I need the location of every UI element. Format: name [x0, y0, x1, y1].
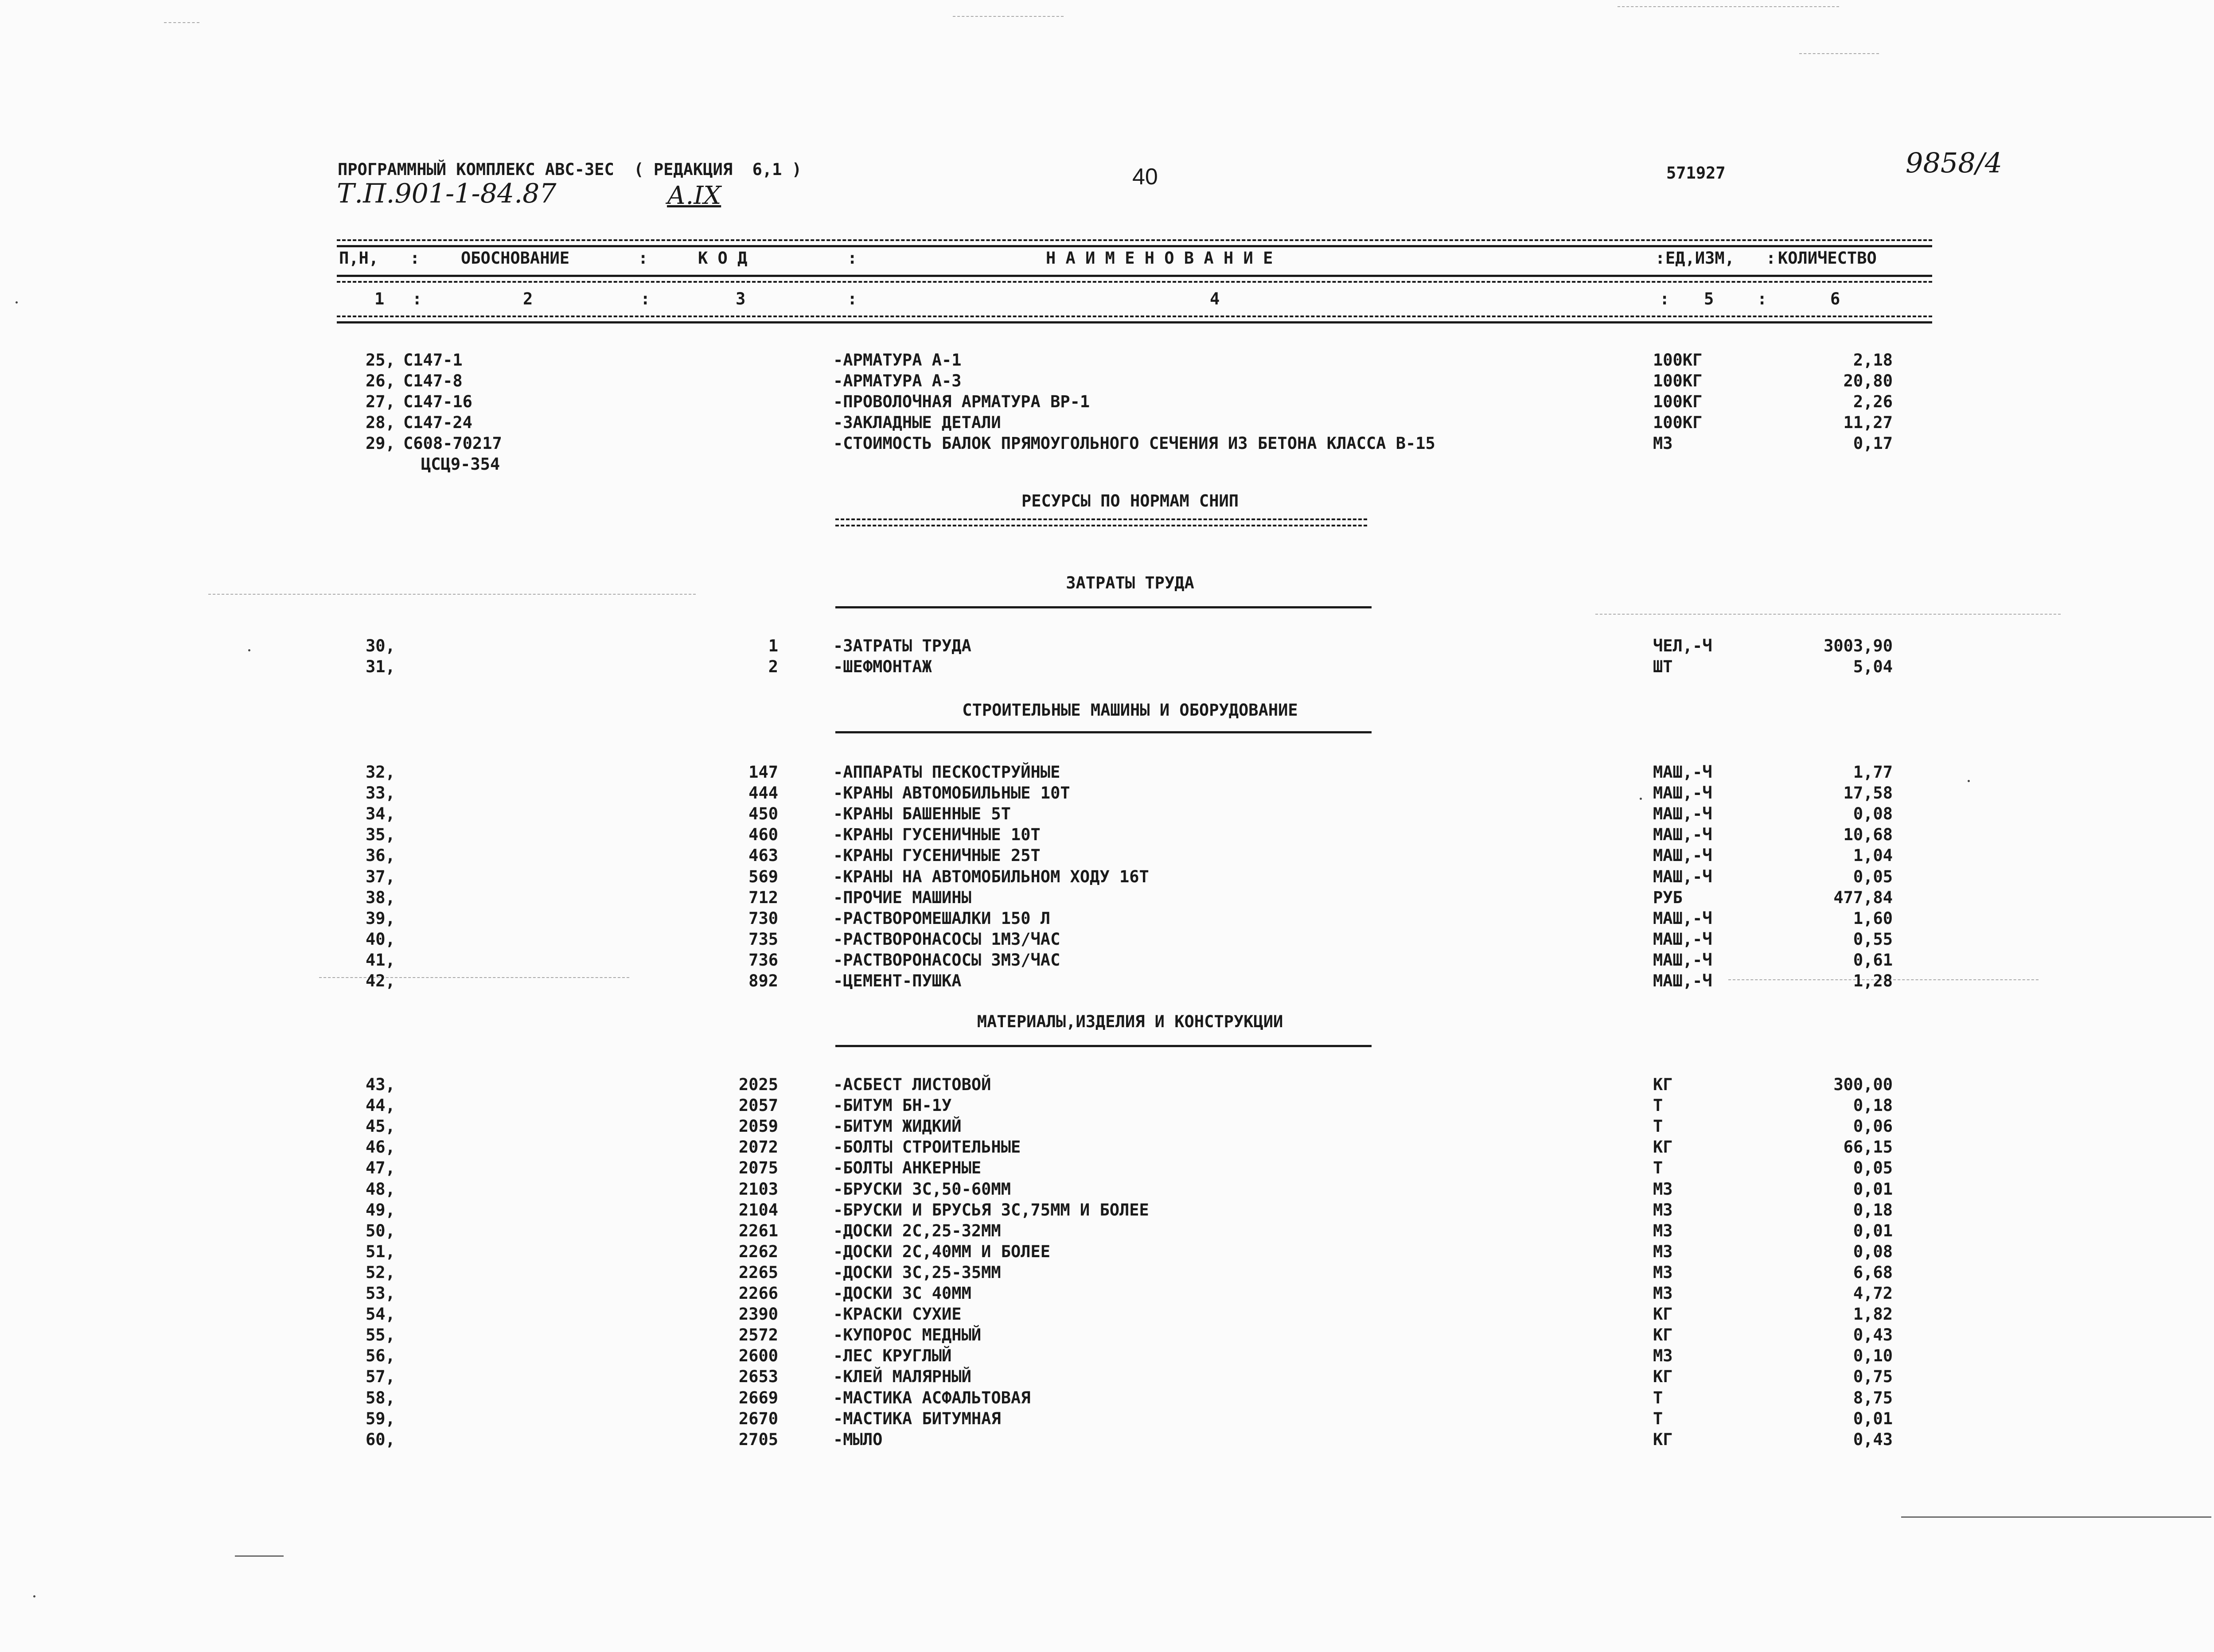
table-row: [0, 1158, 2214, 1179]
scan-mark: [235, 1555, 284, 1557]
header-sep: :: [1757, 289, 1767, 308]
row-unit: РУБ: [1653, 888, 1683, 907]
header-sep: :: [1655, 249, 1665, 268]
row-code: 892: [748, 971, 778, 990]
table-row: [0, 804, 2214, 825]
row-name: -АРМАТУРА А-1: [833, 351, 962, 370]
row-unit: М3: [1653, 1346, 1673, 1366]
row-code: 2265: [738, 1262, 778, 1282]
row-unit: КГ: [1653, 1138, 1673, 1157]
row-number: 45,: [366, 1117, 395, 1136]
row-unit: Т: [1653, 1388, 1663, 1407]
row-quantity: 2,18: [1853, 351, 1893, 370]
row-unit: ЧЕЛ,-Ч: [1653, 636, 1712, 655]
row-number: 46,: [366, 1138, 395, 1157]
table-row: [0, 1200, 2214, 1221]
header-sep: :: [1660, 289, 1670, 308]
row-code: 2059: [738, 1117, 778, 1136]
table-rule: [337, 239, 1932, 241]
row-number: 42,: [366, 971, 395, 990]
row-basis: С147-8: [403, 371, 463, 390]
table-row: [0, 929, 2214, 950]
handwritten-sheet-number: 9858/4: [1906, 147, 2003, 179]
row-name: -ШЕФМОНТАЖ: [833, 657, 932, 676]
row-number: 43,: [366, 1075, 395, 1094]
table-row: [0, 762, 2214, 783]
row-code: 2261: [738, 1221, 778, 1240]
row-quantity: 1,82: [1853, 1305, 1893, 1324]
row-code: 2072: [738, 1138, 778, 1157]
row-number: 57,: [366, 1367, 395, 1387]
row-name: -ЛЕС КРУГЛЫЙ: [833, 1346, 952, 1366]
table-row: [0, 1262, 2214, 1283]
row-name: -МЫЛО: [833, 1430, 883, 1449]
row-code: 569: [748, 867, 778, 886]
scan-mark: [208, 594, 696, 595]
row-number: 54,: [366, 1305, 395, 1324]
section-labor: [931, 573, 1329, 593]
header-sep: :: [412, 289, 422, 308]
section-materials-title: МАТЕРИАЛЫ,ИЗДЕЛИЯ И КОНСТРУКЦИИ: [977, 1012, 1283, 1031]
row-unit: М3: [1653, 1221, 1673, 1240]
row-name: -АППАРАТЫ ПЕСКОСТРУЙНЫЕ: [833, 763, 1060, 782]
row-unit: Т: [1653, 1158, 1663, 1178]
row-name: -КРАНЫ ГУСЕНИЧНЫЕ 25Т: [833, 846, 1041, 865]
row-number: 50,: [366, 1221, 395, 1240]
table-row: [0, 971, 2214, 992]
row-code: 2600: [738, 1346, 778, 1366]
row-quantity: 0,18: [1853, 1096, 1893, 1115]
section-rule: [835, 731, 1372, 733]
column-number-row: [0, 289, 2214, 310]
row-code: 730: [748, 908, 778, 928]
table-row: [0, 1388, 2214, 1409]
row-name: -РАСТВОРОМЕШАЛКИ 150 Л: [833, 908, 1051, 928]
row-quantity: 0,08: [1853, 1242, 1893, 1261]
row-number: 28,: [366, 413, 395, 432]
row-number: 40,: [366, 929, 395, 949]
scan-mark: [1618, 6, 1839, 7]
row-code: 735: [748, 929, 778, 949]
row-quantity: 17,58: [1843, 783, 1893, 803]
row-quantity: 11,27: [1843, 413, 1893, 432]
row-quantity: 0,18: [1853, 1200, 1893, 1220]
header-sep: :: [410, 249, 420, 268]
row-unit: 100КГ: [1653, 371, 1703, 390]
row-code: 2670: [738, 1409, 778, 1428]
row-name: -КУПОРОС МЕДНЫЙ: [833, 1325, 982, 1345]
table-row: [0, 825, 2214, 845]
row-number: 35,: [366, 825, 395, 845]
table-row: [0, 1367, 2214, 1387]
row-number: 60,: [366, 1430, 395, 1449]
row-number: 58,: [366, 1388, 395, 1407]
row-number: 32,: [366, 763, 395, 782]
row-quantity: 2,26: [1853, 392, 1893, 411]
table-rule: [337, 275, 1932, 277]
row-code: 463: [748, 846, 778, 865]
table-row: [0, 1116, 2214, 1137]
row-name: -ДОСКИ 3С 40ММ: [833, 1284, 971, 1303]
table-row: [0, 950, 2214, 971]
row-code: 450: [748, 804, 778, 824]
row-quantity: 6,68: [1853, 1262, 1893, 1282]
scan-mark: [953, 16, 1064, 17]
row-unit: М3: [1653, 1179, 1673, 1199]
section-double-rule: [835, 518, 1367, 526]
header-name: Н А И М Е Н О В А Н И Е: [1046, 249, 1273, 268]
program-line: ПРОГРАММНЫЙ КОМПЛЕКС АВС-3ЕС ( РЕДАКЦИЯ 6,1 ): [338, 160, 802, 179]
row-unit: М3: [1653, 434, 1673, 453]
row-basis: ЦСЦ9-354: [421, 455, 500, 474]
row-code: 712: [748, 888, 778, 907]
row-unit: МАШ,-Ч: [1653, 867, 1712, 886]
row-quantity: 4,72: [1853, 1284, 1893, 1303]
row-quantity: 0,10: [1853, 1346, 1893, 1366]
row-number: 36,: [366, 846, 395, 865]
colnum-1: 1: [374, 289, 385, 308]
row-code: 2057: [738, 1096, 778, 1115]
header-basis: ОБОСНОВАНИЕ: [461, 249, 570, 268]
table-row: [0, 350, 2214, 371]
row-unit: КГ: [1653, 1430, 1673, 1449]
row-name: -БОЛТЫ СТРОИТЕЛЬНЫЕ: [833, 1138, 1021, 1157]
row-name: -БИТУМ БН-1У: [833, 1096, 952, 1115]
table-rule: [337, 281, 1932, 283]
row-name: -МАСТИКА АСФАЛЬТОВАЯ: [833, 1388, 1031, 1407]
document-code: 571927: [1666, 164, 1726, 183]
row-name: -КРАНЫ НА АВТОМОБИЛЬНОМ ХОДУ 16Т: [833, 867, 1149, 886]
table-row: [0, 636, 2214, 657]
header-unit: ЕД,ИЗМ,: [1665, 249, 1735, 268]
row-name: -ДОСКИ 2С,25-32ММ: [833, 1221, 1001, 1240]
row-unit: Т: [1653, 1409, 1663, 1428]
table-row: [0, 433, 2214, 454]
row-name: -ПРОВОЛОЧНАЯ АРМАТУРА ВР-1: [833, 392, 1090, 411]
section-rule: [835, 606, 1372, 608]
row-code: 2705: [738, 1430, 778, 1449]
row-number: 48,: [366, 1179, 395, 1199]
scan-dot: [33, 1595, 35, 1597]
scan-mark: [164, 22, 199, 23]
row-name: -РАСТВОРОНАСОСЫ 1М3/ЧАС: [833, 929, 1060, 949]
header-sep: :: [847, 289, 858, 308]
row-name: -СТОИМОСТЬ БАЛОК ПРЯМОУГОЛЬНОГО СЕЧЕНИЯ ИЗ БЕТОНА КЛАССА В-15: [833, 434, 1435, 453]
row-name: -РАСТВОРОНАСОСЫ 3М3/ЧАС: [833, 950, 1060, 970]
row-code: 736: [748, 950, 778, 970]
table-rule: [337, 316, 1932, 317]
row-unit: МАШ,-Ч: [1653, 950, 1712, 970]
row-quantity: 0,75: [1853, 1367, 1893, 1387]
row-number: 25,: [366, 351, 395, 370]
row-quantity: 0,17: [1853, 434, 1893, 453]
row-number: 47,: [366, 1158, 395, 1178]
row-name: -МАСТИКА БИТУМНАЯ: [833, 1409, 1001, 1428]
row-number: 38,: [366, 888, 395, 907]
section-rule: [835, 1045, 1372, 1047]
row-name: -ДОСКИ 3С,25-35ММ: [833, 1262, 1001, 1282]
row-name: -ПРОЧИЕ МАШИНЫ: [833, 888, 971, 907]
row-code: 2266: [738, 1284, 778, 1303]
row-quantity: 0,01: [1853, 1179, 1893, 1199]
row-name: -ДОСКИ 2С,40ММ И БОЛЕЕ: [833, 1242, 1051, 1261]
table-row: [0, 657, 2214, 678]
header-pn: П,Н,: [339, 249, 379, 268]
header-quantity: КОЛИЧЕСТВО: [1778, 249, 1877, 268]
row-number: 29,: [366, 434, 395, 453]
row-unit: МАШ,-Ч: [1653, 929, 1712, 949]
row-name: -АСБЕСТ ЛИСТОВОЙ: [833, 1075, 991, 1094]
row-code: 147: [748, 763, 778, 782]
row-number: 51,: [366, 1242, 395, 1261]
row-name: -БОЛТЫ АНКЕРНЫЕ: [833, 1158, 982, 1178]
row-name: -КРАСКИ СУХИЕ: [833, 1305, 962, 1324]
row-name: -АРМАТУРА А-3: [833, 371, 962, 390]
row-quantity: 0,43: [1853, 1430, 1893, 1449]
row-unit: МАШ,-Ч: [1653, 763, 1712, 782]
row-unit: КГ: [1653, 1305, 1673, 1324]
row-name: -ЗАКЛАДНЫЕ ДЕТАЛИ: [833, 413, 1001, 432]
row-unit: МАШ,-Ч: [1653, 804, 1712, 824]
row-number: 53,: [366, 1284, 395, 1303]
row-unit: МАШ,-Ч: [1653, 971, 1712, 990]
row-number: 37,: [366, 867, 395, 886]
table-row: [0, 1221, 2214, 1242]
section-materials: [886, 1012, 1374, 1032]
row-number: 27,: [366, 392, 395, 411]
row-quantity: 5,04: [1853, 657, 1893, 676]
row-unit: 100КГ: [1653, 392, 1703, 411]
row-name: -КРАНЫ БАШЕННЫЕ 5Т: [833, 804, 1011, 824]
row-quantity: 0,43: [1853, 1325, 1893, 1345]
table-rule: [337, 321, 1932, 323]
colnum-2: 2: [523, 289, 533, 308]
table-row: [0, 1325, 2214, 1346]
row-basis: С147-24: [403, 413, 472, 432]
colnum-3: 3: [736, 289, 746, 308]
section-labor-title: ЗАТРАТЫ ТРУДА: [1066, 573, 1194, 592]
section-resources: [931, 491, 1329, 511]
section-resources-title: РЕСУРСЫ ПО НОРМАМ СНИП: [1021, 491, 1239, 510]
row-name: -ЦЕМЕНТ-ПУШКА: [833, 971, 962, 990]
row-name: -БИТУМ ЖИДКИЙ: [833, 1117, 962, 1136]
row-unit: 100КГ: [1653, 351, 1703, 370]
section-machines: [886, 700, 1374, 721]
row-code: 2262: [738, 1242, 778, 1261]
row-number: 56,: [366, 1346, 395, 1366]
scan-mark: [1901, 1516, 2211, 1518]
row-number: 33,: [366, 783, 395, 803]
header-sep: :: [640, 289, 651, 308]
row-unit: 100КГ: [1653, 413, 1703, 432]
table-row: [0, 1409, 2214, 1430]
row-quantity: 0,01: [1853, 1409, 1893, 1428]
table-row: [0, 371, 2214, 392]
row-quantity: 8,75: [1853, 1388, 1893, 1407]
row-quantity: 1,60: [1853, 908, 1893, 928]
header-code: К О Д: [698, 249, 748, 268]
section-machines-title: СТРОИТЕЛЬНЫЕ МАШИНЫ И ОБОРУДОВАНИЕ: [962, 701, 1298, 720]
row-code: 2104: [738, 1200, 778, 1220]
scan-mark: [1799, 53, 1879, 54]
row-number: 41,: [366, 950, 395, 970]
row-quantity: 0,61: [1853, 950, 1893, 970]
table-row: [0, 1075, 2214, 1095]
table-row: [0, 1304, 2214, 1325]
row-code: 2572: [738, 1325, 778, 1345]
row-unit: М3: [1653, 1242, 1673, 1261]
table-row: [0, 1242, 2214, 1262]
row-basis: С147-16: [403, 392, 472, 411]
table-row: [0, 1179, 2214, 1200]
row-unit: КГ: [1653, 1325, 1673, 1345]
row-number: 30,: [366, 636, 395, 655]
table-header-row: [0, 248, 2214, 269]
row-code: 2075: [738, 1158, 778, 1178]
table-row: [0, 1137, 2214, 1158]
row-quantity: 0,55: [1853, 929, 1893, 949]
table-row: [0, 1346, 2214, 1367]
table-rule: [337, 245, 1932, 247]
row-quantity: 0,05: [1853, 867, 1893, 886]
row-unit: МАШ,-Ч: [1653, 825, 1712, 845]
row-unit: ШТ: [1653, 657, 1673, 676]
row-number: 55,: [366, 1325, 395, 1345]
row-quantity: 300,00: [1833, 1075, 1893, 1094]
row-number: 34,: [366, 804, 395, 824]
row-quantity: 3003,90: [1824, 636, 1893, 655]
row-name: -КРАНЫ ГУСЕНИЧНЫЕ 10Т: [833, 825, 1041, 845]
handwritten-album: А.IX: [667, 181, 721, 210]
scan-mark: [1595, 614, 2061, 615]
table-row: [0, 908, 2214, 929]
table-row: [0, 783, 2214, 804]
colnum-5: 5: [1704, 289, 1714, 308]
row-quantity: 0,05: [1853, 1158, 1893, 1178]
row-unit: Т: [1653, 1096, 1663, 1115]
handwritten-project-number: Т.П.901-1-84.87: [337, 178, 557, 209]
table-row: [0, 392, 2214, 413]
header-sep: :: [638, 249, 648, 268]
table-row: [0, 1283, 2214, 1304]
row-name: -БРУСКИ 3С,50-60ММ: [833, 1179, 1011, 1199]
row-name: -КЛЕЙ МАЛЯРНЫЙ: [833, 1367, 971, 1387]
row-name: -БРУСКИ И БРУСЬЯ 3С,75ММ И БОЛЕЕ: [833, 1200, 1149, 1220]
row-quantity: 0,08: [1853, 804, 1893, 824]
row-name: -КРАНЫ АВТОМОБИЛЬНЫЕ 10Т: [833, 783, 1070, 803]
row-code: 2025: [738, 1075, 778, 1094]
row-number: 31,: [366, 657, 395, 676]
header-sep: :: [847, 249, 858, 268]
row-code: 2653: [738, 1367, 778, 1387]
row-name: -ЗАТРАТЫ ТРУДА: [833, 636, 971, 655]
row-quantity: 477,84: [1833, 888, 1893, 907]
table-row: [0, 867, 2214, 888]
table-row: [0, 413, 2214, 433]
colnum-6: 6: [1830, 289, 1840, 308]
row-unit: М3: [1653, 1284, 1673, 1303]
row-quantity: 0,01: [1853, 1221, 1893, 1240]
row-number: 49,: [366, 1200, 395, 1220]
row-quantity: 0,06: [1853, 1117, 1893, 1136]
row-quantity: 20,80: [1843, 371, 1893, 390]
row-quantity: 10,68: [1843, 825, 1893, 845]
row-basis: С147-1: [403, 351, 463, 370]
row-code: 2: [768, 657, 778, 676]
header-sep: :: [1766, 249, 1776, 268]
table-row: [0, 1095, 2214, 1116]
row-number: 52,: [366, 1262, 395, 1282]
row-number: 59,: [366, 1409, 395, 1428]
row-quantity: 66,15: [1843, 1138, 1893, 1157]
row-basis: С608-70217: [403, 434, 502, 453]
row-code: 1: [768, 636, 778, 655]
row-unit: КГ: [1653, 1075, 1673, 1094]
row-unit: МАШ,-Ч: [1653, 783, 1712, 803]
row-quantity: 1,04: [1853, 846, 1893, 865]
page-number: 40: [1132, 164, 1158, 190]
row-unit: Т: [1653, 1117, 1663, 1136]
row-code: 444: [748, 783, 778, 803]
row-code: 2669: [738, 1388, 778, 1407]
row-unit: М3: [1653, 1262, 1673, 1282]
row-code: 460: [748, 825, 778, 845]
row-code: 2103: [738, 1179, 778, 1199]
row-code: 2390: [738, 1305, 778, 1324]
table-row: [0, 454, 2214, 475]
row-unit: МАШ,-Ч: [1653, 908, 1712, 928]
row-number: 39,: [366, 908, 395, 928]
row-number: 26,: [366, 371, 395, 390]
table-row: [0, 1430, 2214, 1450]
row-unit: М3: [1653, 1200, 1673, 1220]
table-row: [0, 845, 2214, 866]
row-unit: КГ: [1653, 1367, 1673, 1387]
row-quantity: 1,28: [1853, 971, 1893, 990]
table-row: [0, 888, 2214, 908]
row-number: 44,: [366, 1096, 395, 1115]
row-unit: МАШ,-Ч: [1653, 846, 1712, 865]
colnum-4: 4: [1210, 289, 1220, 308]
row-quantity: 1,77: [1853, 763, 1893, 782]
